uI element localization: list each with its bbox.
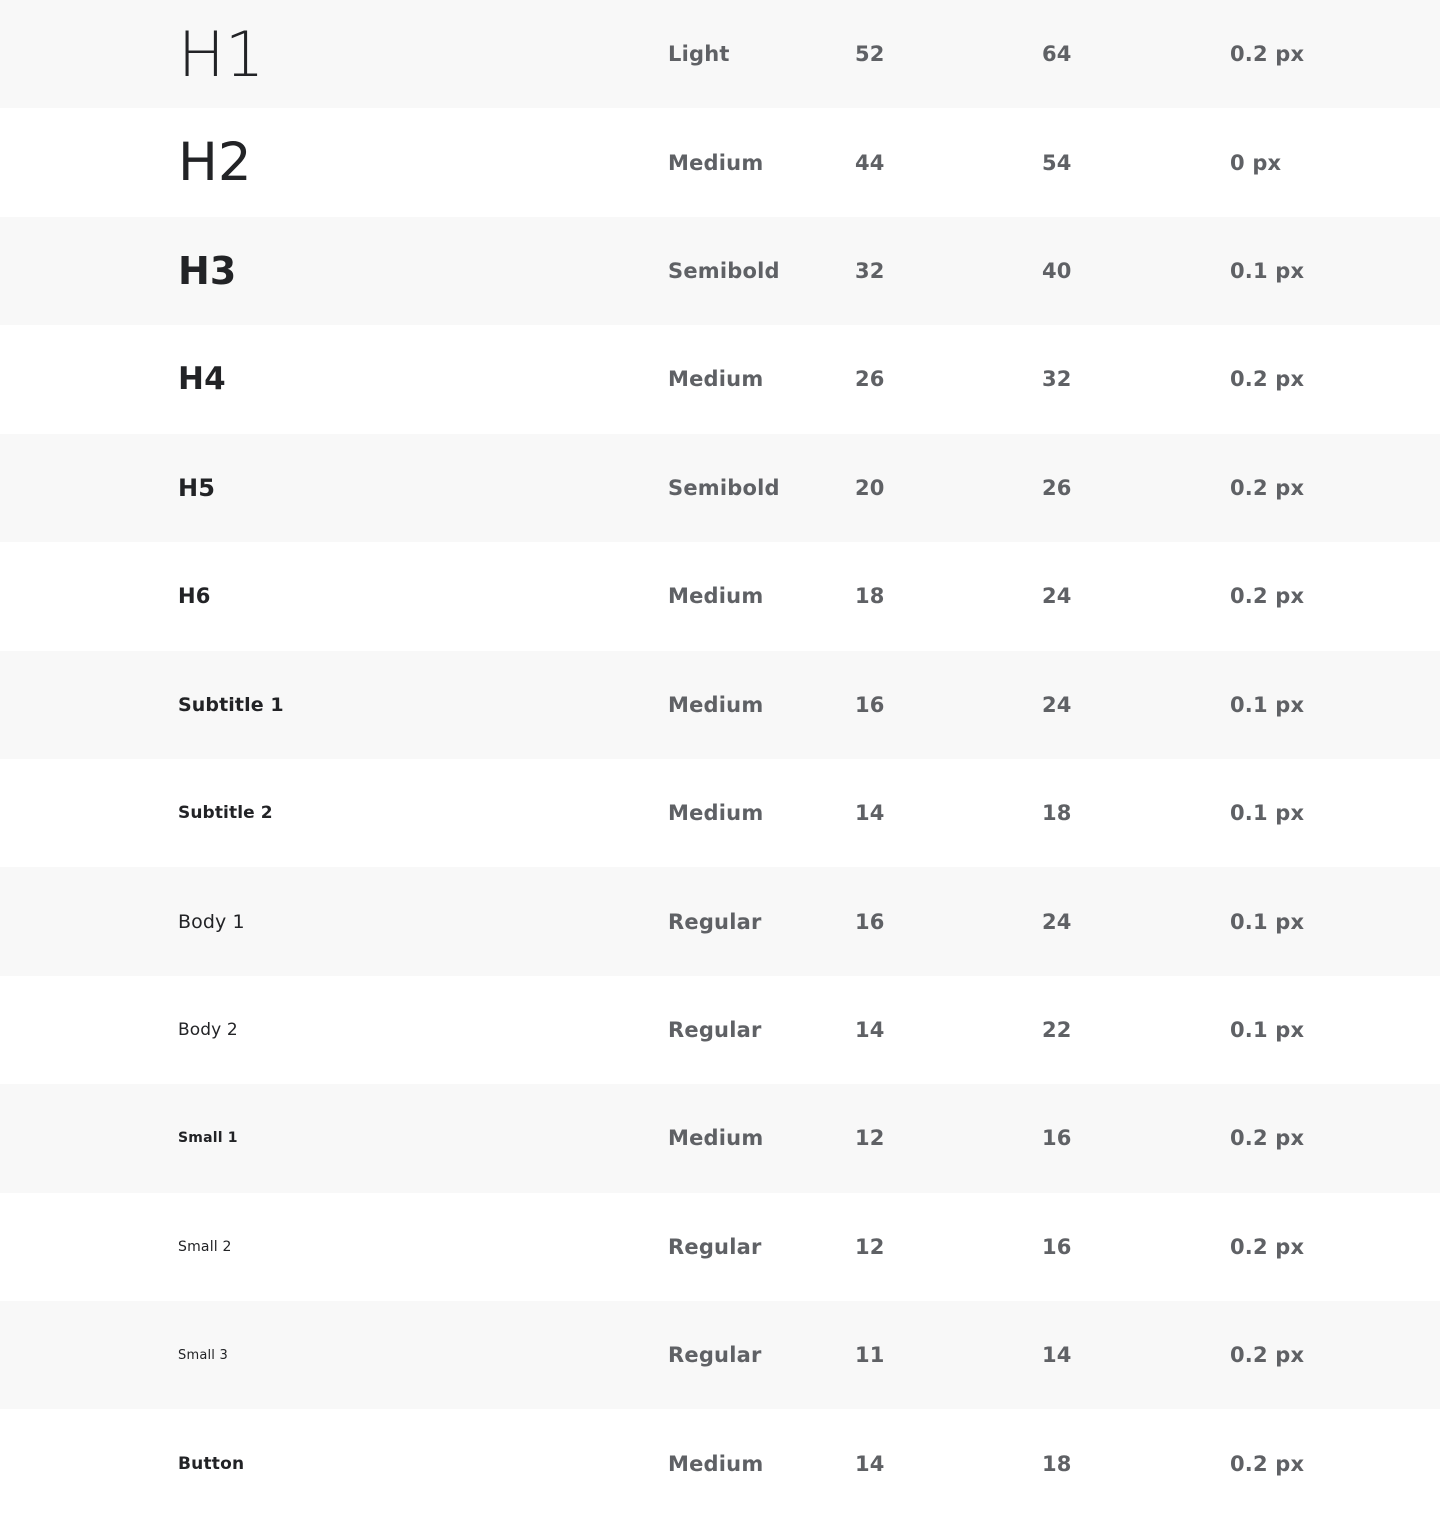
letter-spacing-value: 0.1 px <box>1230 692 1305 717</box>
letter-spacing-value: 0.1 px <box>1230 259 1305 284</box>
type-row-subtitle-2 <box>0 759 1440 867</box>
line-height-value: 22 <box>1042 1018 1072 1042</box>
letter-spacing-value: 0.2 px <box>1230 1126 1305 1151</box>
font-weight-value: Regular <box>668 1234 762 1259</box>
font-size-value: 14 <box>855 801 885 826</box>
font-weight-value: Medium <box>668 1126 764 1151</box>
font-weight-value: Medium <box>668 801 764 826</box>
line-height-value: 54 <box>1042 150 1072 175</box>
style-name: H6 <box>178 584 211 609</box>
letter-spacing-value: 0.1 px <box>1230 1018 1305 1042</box>
font-size-value: 12 <box>855 1234 885 1259</box>
style-name: Small 3 <box>178 1347 228 1363</box>
type-row-body-1 <box>0 867 1440 975</box>
type-row-small-2 <box>0 1193 1440 1301</box>
style-name: Body 1 <box>178 910 245 933</box>
font-weight-value: Medium <box>668 367 764 392</box>
letter-spacing-value: 0.1 px <box>1230 801 1305 826</box>
font-size-value: 14 <box>855 1018 885 1042</box>
style-name: Subtitle 2 <box>178 803 273 824</box>
type-row-subtitle-1 <box>0 651 1440 759</box>
type-row-small-1 <box>0 1084 1440 1192</box>
style-name: H2 <box>178 132 252 194</box>
style-name: H5 <box>178 473 216 502</box>
font-weight-value: Medium <box>668 1451 764 1476</box>
font-weight-value: Regular <box>668 1018 762 1042</box>
font-size-value: 12 <box>855 1126 885 1151</box>
font-size-value: 20 <box>855 475 885 500</box>
letter-spacing-value: 0.2 px <box>1230 1451 1305 1476</box>
letter-spacing-value: 0.2 px <box>1230 367 1305 392</box>
font-weight-value: Medium <box>668 150 764 175</box>
letter-spacing-value: 0.2 px <box>1230 584 1305 609</box>
letter-spacing-value: 0 px <box>1230 150 1282 175</box>
line-height-value: 18 <box>1042 801 1072 826</box>
type-row-body-2 <box>0 976 1440 1084</box>
font-weight-value: Light <box>668 42 730 67</box>
type-row-h1 <box>0 0 1440 108</box>
font-size-value: 26 <box>855 367 885 392</box>
style-name: H4 <box>178 361 226 398</box>
line-height-value: 26 <box>1042 475 1072 500</box>
line-height-value: 64 <box>1042 42 1072 67</box>
type-row-h6 <box>0 542 1440 650</box>
line-height-value: 24 <box>1042 584 1072 609</box>
letter-spacing-value: 0.2 px <box>1230 1234 1305 1259</box>
type-row-h4 <box>0 325 1440 433</box>
style-name: H1 <box>178 17 265 91</box>
line-height-value: 16 <box>1042 1234 1072 1259</box>
font-weight-value: Medium <box>668 584 764 609</box>
font-weight-value: Regular <box>668 1343 762 1368</box>
style-name: Body 2 <box>178 1020 238 1040</box>
letter-spacing-value: 0.1 px <box>1230 909 1305 934</box>
line-height-value: 24 <box>1042 692 1072 717</box>
type-row-small-3 <box>0 1301 1440 1409</box>
type-row-h3 <box>0 217 1440 325</box>
letter-spacing-value: 0.2 px <box>1230 42 1305 67</box>
font-size-value: 14 <box>855 1451 885 1476</box>
type-row-h2 <box>0 108 1440 216</box>
style-name: Small 2 <box>178 1238 232 1255</box>
letter-spacing-value: 0.2 px <box>1230 1343 1305 1368</box>
font-weight-value: Semibold <box>668 259 780 284</box>
font-weight-value: Regular <box>668 909 762 934</box>
style-name: Button <box>178 1453 245 1474</box>
font-weight-value: Medium <box>668 692 764 717</box>
line-height-value: 16 <box>1042 1126 1072 1151</box>
font-size-value: 16 <box>855 692 885 717</box>
font-size-value: 32 <box>855 259 885 284</box>
letter-spacing-value: 0.2 px <box>1230 475 1305 500</box>
font-size-value: 18 <box>855 584 885 609</box>
type-row-h5 <box>0 434 1440 542</box>
style-name: H3 <box>178 249 237 294</box>
line-height-value: 40 <box>1042 259 1072 284</box>
font-size-value: 44 <box>855 150 885 175</box>
style-name: Small 1 <box>178 1130 238 1147</box>
style-name: Subtitle 1 <box>178 693 284 716</box>
line-height-value: 18 <box>1042 1451 1072 1476</box>
font-size-value: 11 <box>855 1343 885 1368</box>
font-size-value: 52 <box>855 42 885 67</box>
font-weight-value: Semibold <box>668 475 780 500</box>
line-height-value: 14 <box>1042 1343 1072 1368</box>
line-height-value: 32 <box>1042 367 1072 392</box>
type-row-button <box>0 1409 1440 1517</box>
line-height-value: 24 <box>1042 909 1072 934</box>
font-size-value: 16 <box>855 909 885 934</box>
